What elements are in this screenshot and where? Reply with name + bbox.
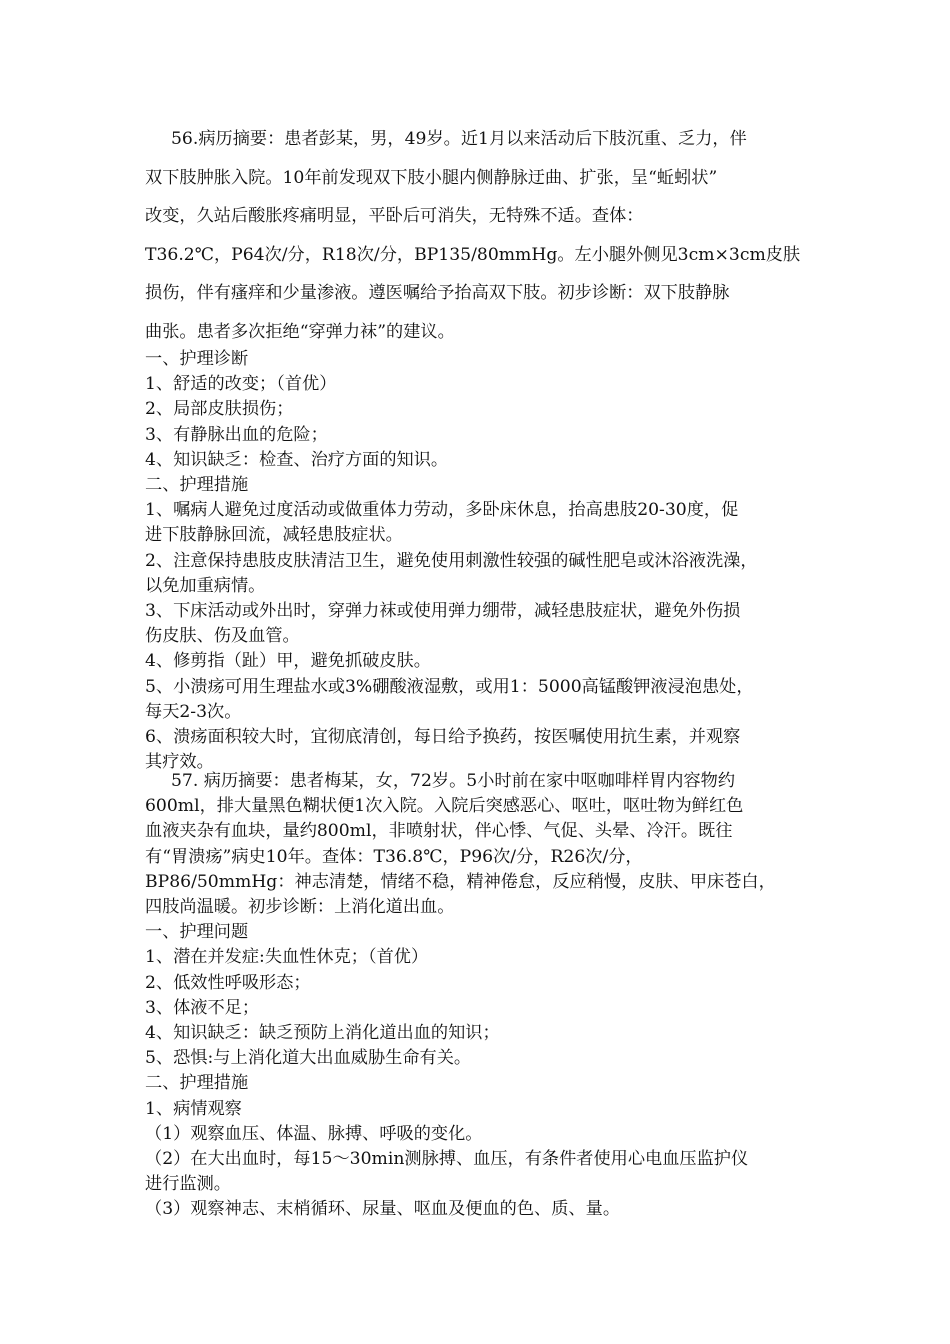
nursing-diagnosis-item: 4、知识缺乏：检查、治疗方面的知识。: [145, 449, 449, 470]
case-56-nursing: [145, 347, 815, 775]
nursing-measure-line: 其疗效。: [145, 752, 214, 773]
case-56-line: 双下肢肿胀入院。10年前发现双下肢小腿内侧静脉迂曲、扩张，呈“蚯蚓状”: [145, 167, 718, 188]
observation-heading: 1、病情观察: [145, 1098, 242, 1119]
case-56-line: 损伤，伴有瘙痒和少量渗液。遵医嘱给予抬高双下肢。初步诊断：双下肢静脉: [145, 283, 730, 304]
observation-line: （1）观察血压、体温、脉搏、呼吸的变化。: [145, 1123, 483, 1144]
observation-line: （3）观察神志、末梢循环、尿量、呕血及便血的色、质、量。: [145, 1199, 621, 1220]
nursing-problem-item: 2、低效性呼吸形态；: [145, 972, 311, 993]
nursing-problem-item: 3、体液不足；: [145, 997, 260, 1018]
nursing-measure-line: 6、溃疡面积较大时，宜彻底清创，每日给予换药，按医嘱使用抗生素，并观察: [145, 727, 741, 748]
nursing-measure-line: 以免加重病情。: [145, 575, 266, 596]
nursing-measures-heading: 二、护理措施: [145, 1073, 249, 1094]
case-57-line: 600ml，排大量黑色糊状便1次入院。入院后突感恶心、呕吐，呕吐物为鲜红色: [145, 796, 744, 817]
case-57-line: BP86/50mmHg：神志清楚，情绪不稳，精神倦怠，反应稍慢，皮肤、甲床苍白，: [145, 871, 776, 892]
case-56-summary: [145, 120, 815, 352]
case-57: [145, 769, 815, 1223]
nursing-problem-item: 4、知识缺乏：缺乏预防上消化道出血的知识；: [145, 1023, 500, 1044]
case-56-line: 改变，久站后酸胀疼痛明显，平卧后可消失，无特殊不适。查体：: [145, 206, 644, 227]
nursing-measure-line: 1、嘱病人避免过度活动或做重体力劳动，多卧床休息，抬高患肢20-30度，促: [145, 500, 739, 521]
case-57-line: 四肢尚温暖。初步诊断：上消化道出血。: [145, 897, 455, 918]
nursing-measure-line: 2、注意保持患肢皮肤清洁卫生，避免使用刺激性较强的碱性肥皂或沐浴液洗澡，: [145, 550, 758, 571]
nursing-diagnosis-heading: 一、护理诊断: [145, 349, 249, 369]
nursing-diagnosis-item: 1、舒适的改变；（首优）: [145, 374, 337, 395]
case-57-line: 57. 病历摘要：患者梅某，女，72岁。5小时前在家中呕咖啡样胃内容物约: [171, 771, 736, 791]
nursing-measure-line: 进下肢静脉回流，减轻患肢症状。: [145, 525, 403, 546]
case-56-line: T36.2℃，P64次/分，R18次/分，BP135/80mmHg。左小腿外侧见3cm×3cm皮肤: [145, 244, 801, 265]
nursing-measure-line: 每天2-3次。: [145, 701, 242, 722]
case-57-line: 血液夹杂有血块，量约800ml，非喷射状，伴心悸、气促、头晕、冷汗。既往: [145, 821, 733, 842]
nursing-problems-heading: 一、护理问题: [145, 922, 249, 943]
case-56-line: 56.病历摘要：患者彭某，男，49岁。近1月以来活动后下肢沉重、乏力，伴: [171, 129, 747, 149]
nursing-diagnosis-item: 3、有静脉出血的危险；: [145, 424, 328, 445]
nursing-measure-line: 3、下床活动或外出时，穿弹力袜或使用弹力绷带，减轻患肢症状，避免外伤损: [145, 601, 741, 622]
nursing-measure-line: 4、修剪指（趾）甲，避免抓破皮肤。: [145, 651, 431, 672]
nursing-measure-line: 伤皮肤、伤及血管。: [145, 626, 300, 647]
nursing-problem-item: 1、潜在并发症:失血性休克；（首优）: [145, 947, 429, 968]
case-56-line: 曲张。患者多次拒绝“穿弹力袜”的建议。: [145, 321, 455, 342]
nursing-measure-line: 5、小溃疡可用生理盐水或3%硼酸液湿敷，或用1：5000高锰酸钾液浸泡患处，: [145, 676, 754, 697]
observation-line: 进行监测。: [145, 1174, 231, 1195]
observation-line: （2）在大出血时，每15～30min测脉搏、血压，有条件者使用心电血压监护仪: [145, 1149, 749, 1170]
nursing-problem-item: 5、恐惧:与上消化道大出血威胁生命有关。: [145, 1048, 472, 1069]
nursing-diagnosis-item: 2、局部皮肤损伤；: [145, 399, 294, 420]
nursing-measures-heading: 二、护理措施: [145, 475, 249, 496]
case-57-line: 有“胃溃疡”病史10年。查体：T36.8℃，P96次/分，R26次/分，: [145, 846, 643, 867]
